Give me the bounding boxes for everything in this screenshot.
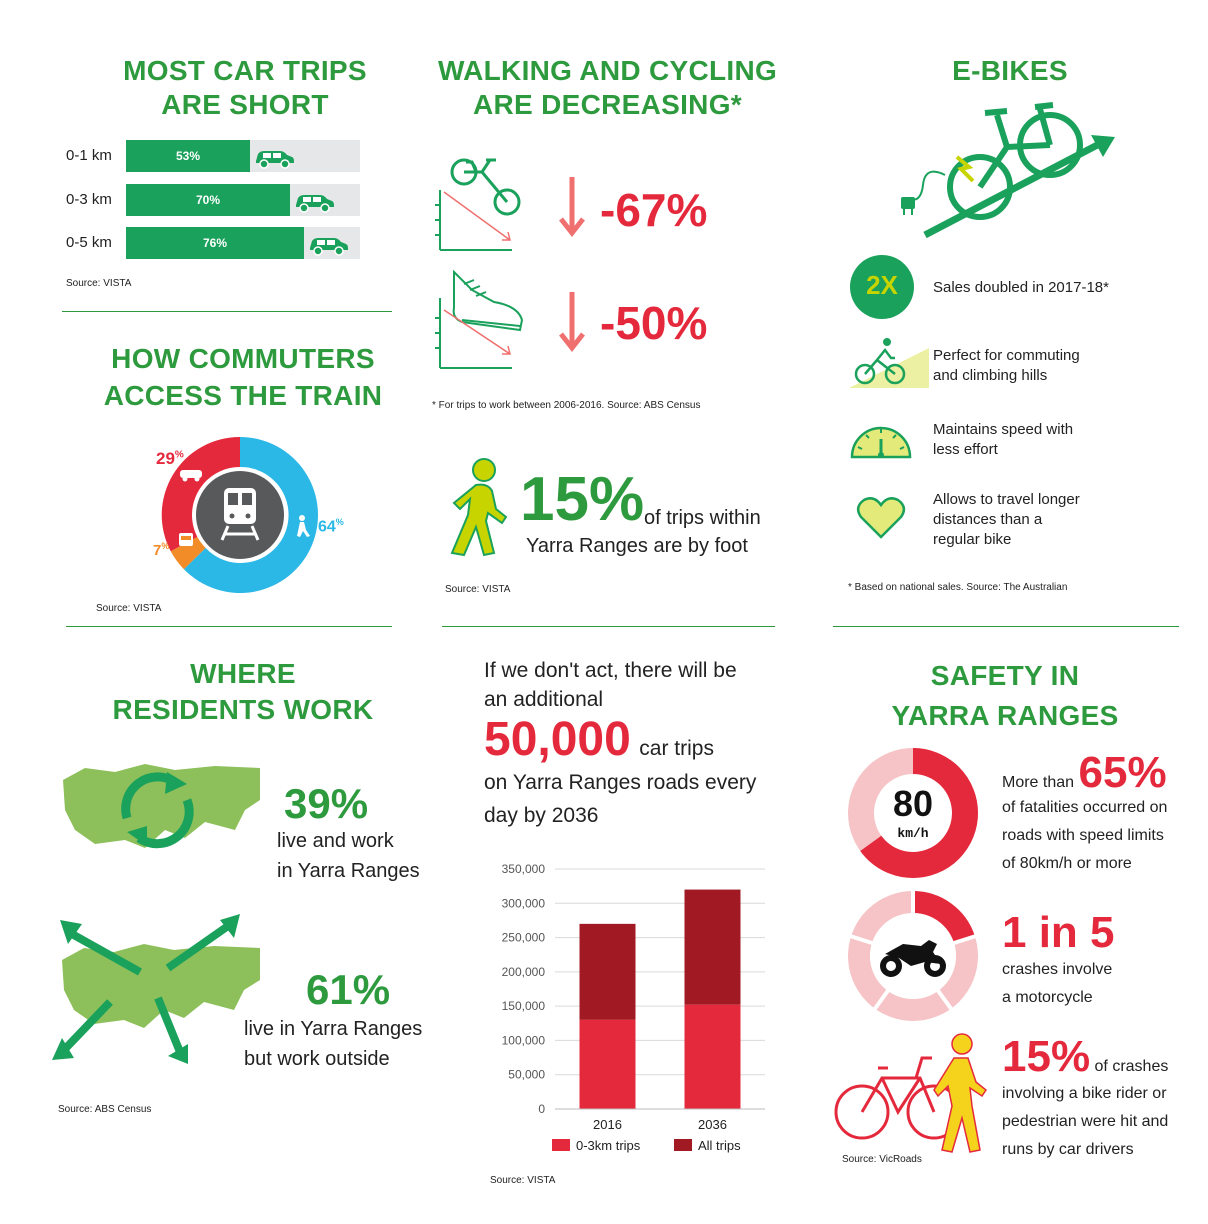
foot-text2: Yarra Ranges are by foot [526,535,748,557]
walk-cycle-title-line1: WALKING AND CYCLING [437,55,778,86]
bike-pct: 15% [1002,1032,1091,1081]
work-local-text2: in Yarra Ranges [277,860,420,882]
bar-short-trips [580,1020,636,1109]
trips-bar-chart [480,855,780,1165]
x-tick-label: 2016 [593,1117,622,1132]
work-outside-text1: live in Yarra Ranges [244,1018,423,1040]
bar-all-trips [580,924,636,1020]
x-tick-label: 2036 [698,1117,727,1132]
bar-short-trips [685,1005,741,1109]
divider [66,626,392,627]
pedestrian-icon [934,1034,986,1152]
train-title-line2: ACCESS THE TRAIN [103,380,383,411]
safety-title [850,656,1160,736]
bus-small-icon [179,533,193,546]
train-walk-pct: % [335,517,344,527]
y-tick-label: 100,000 [501,1033,545,1048]
speed-number: 80 [892,783,934,824]
fatal-pre: More than [1002,774,1075,791]
yarra-map-outside [48,910,263,1070]
fatal-text1: of fatalities occurred on [1002,799,1168,816]
legend-label: All trips [698,1138,741,1153]
ebike-item-sales: Sales doubled in 2017-18* [933,279,1109,296]
train-source: Source: VISTA [96,603,162,614]
train-bus-value: 7 [153,542,162,559]
bar-label: 0-5 km [66,234,112,251]
moto-text1: crashes involve [1002,961,1113,978]
work-title-line2: RESIDENTS WORK [112,694,374,725]
safety-source: Source: VicRoads [842,1154,922,1165]
fatal-pct: 65% [1078,748,1167,797]
work-local-pct: 39% [284,780,369,827]
heart-icon [856,495,906,541]
arrow-down-icon [557,175,587,239]
car-icon [306,232,350,256]
work-outside-text2: but work outside [244,1048,390,1070]
car-icon [292,189,336,213]
y-tick-label: 300,000 [501,896,545,911]
fatal-text3: of 80km/h or more [1002,855,1132,872]
ebike-item-speed-line2: less effort [933,441,998,458]
car-trip-bar-row [66,227,366,259]
train-label-bus [153,541,169,559]
moto-text2: a motorcycle [1002,989,1093,1006]
ebike-item-distance-line3: regular bike [933,531,1012,548]
future-line2: an additional [484,688,604,711]
car-trips-title-line2: ARE SHORT [161,89,329,120]
arrow-down-icon [557,290,587,354]
ebike-item-distance-line1: Allows to travel longer [933,491,1080,508]
car-trips-title-line1: MOST CAR TRIPS [123,55,367,86]
bike-text [1002,1080,1168,1164]
train-label-walk [318,517,344,536]
ebike-item-distance-line2: distances than a [933,511,1043,528]
ebike-item-distance [933,490,1080,550]
bar-fill [126,140,250,172]
car-trip-bar-row [66,184,366,216]
car-trips-title [60,54,430,122]
walk-cycle-title-line2: ARE DECREASING* [473,89,742,120]
foot-text1: of trips within [644,507,761,529]
moto-big: 1 in 5 [1002,908,1115,957]
work-title [60,656,426,728]
foot-source: Source: VISTA [445,584,511,595]
divider [442,626,775,627]
walk-cycle-title [410,54,805,122]
future-line1: If we don't act, there will be [484,659,737,682]
safety-title-line1: SAFETY IN [930,660,1080,691]
train-bus-pct: % [161,541,170,551]
bike-text2: pedestrian were hit and [1002,1113,1169,1130]
legend-swatch [552,1139,570,1151]
bar-fill [126,227,304,259]
motorcycle-ring [845,888,981,1024]
legend-swatch [674,1139,692,1151]
car-trips-source: Source: VISTA [66,278,132,289]
y-tick-label: 350,000 [501,862,545,876]
bar-value: 53% [175,149,201,163]
cycling-change: -67% [600,184,708,236]
fatal-text [1002,794,1167,878]
foot-pct: 15% [520,465,645,534]
ebikes-title: E-BIKES [952,55,1068,86]
future-line5: day by 2036 [484,804,599,827]
y-tick-label: 50,000 [508,1067,545,1082]
bar-all-trips [685,890,741,1005]
cycling-decline-graph [432,150,532,260]
ebike-item-speed [933,420,1073,460]
train-title-line1: HOW COMMUTERS [111,343,375,374]
bar-label: 0-3 km [66,191,112,208]
walker-icon [440,455,512,560]
bike-row [1002,1032,1168,1082]
bike-text1: involving a bike rider or [1002,1085,1167,1102]
safety-title-line2: YARRA RANGES [891,700,1119,731]
ebike-illustration [895,95,1125,245]
fatal-row [1002,748,1167,798]
shoe-icon [454,272,522,330]
future-big-row [484,712,714,767]
bar-label: 0-1 km [66,147,112,164]
bike-text3: runs by car drivers [1002,1141,1134,1158]
legend-label: 0-3km trips [576,1138,641,1153]
fatal-text2: roads with speed limits [1002,827,1164,844]
ebike-item-speed-line1: Maintains speed with [933,421,1074,438]
y-tick-label: 250,000 [501,930,545,945]
train-label-car [156,449,184,469]
speedometer-icon [848,417,914,461]
bicycle-icon [836,1058,960,1138]
2x-badge-text: 2X [866,270,898,300]
future-big-number: 50,000 [484,713,631,766]
bar-fill [126,184,290,216]
divider [62,311,392,312]
ebike-item-commuting-line1: Perfect for commuting [933,347,1080,364]
y-tick-label: 200,000 [501,964,545,979]
walking-decline-graph [432,268,532,378]
walking-change: -50% [600,297,708,349]
future-line3: car trips [639,737,714,760]
walk-cycle-footnote: * For trips to work between 2006-2016. Source: ABS Census [432,400,701,411]
work-local-text1: live and work [277,830,394,852]
ebikes-footnote: * Based on national sales. Source: The Australian [848,582,1068,593]
ebike-item-commuting [933,346,1080,386]
bar-value: 76% [202,236,228,250]
y-tick-label: 0 [538,1102,545,1116]
bike-text0: of crashes [1094,1058,1169,1075]
train-title [60,340,426,414]
train-car-pct: % [174,449,184,461]
future-line4: on Yarra Ranges roads every [484,771,757,794]
divider [833,626,1179,627]
yarra-map-local [55,760,265,860]
moto-text [1002,956,1112,1012]
bar-value: 70% [195,193,221,207]
ebike-item-commuting-line2: and climbing hills [933,367,1048,384]
work-title-line1: WHERE [190,658,296,689]
speed-unit: km/h [897,826,929,841]
cyclist-hill-icon [845,332,929,390]
train-walk-value: 64 [318,518,336,536]
bike-pedestrian-icon [830,1030,1000,1160]
work-outside-pct: 61% [306,966,391,1013]
y-tick-label: 150,000 [501,999,545,1014]
train-car-value: 29 [156,449,175,468]
future-source: Source: VISTA [490,1175,556,1186]
work-source: Source: ABS Census [58,1104,152,1115]
car-trip-bar-row [66,140,366,172]
car-icon [252,145,296,169]
